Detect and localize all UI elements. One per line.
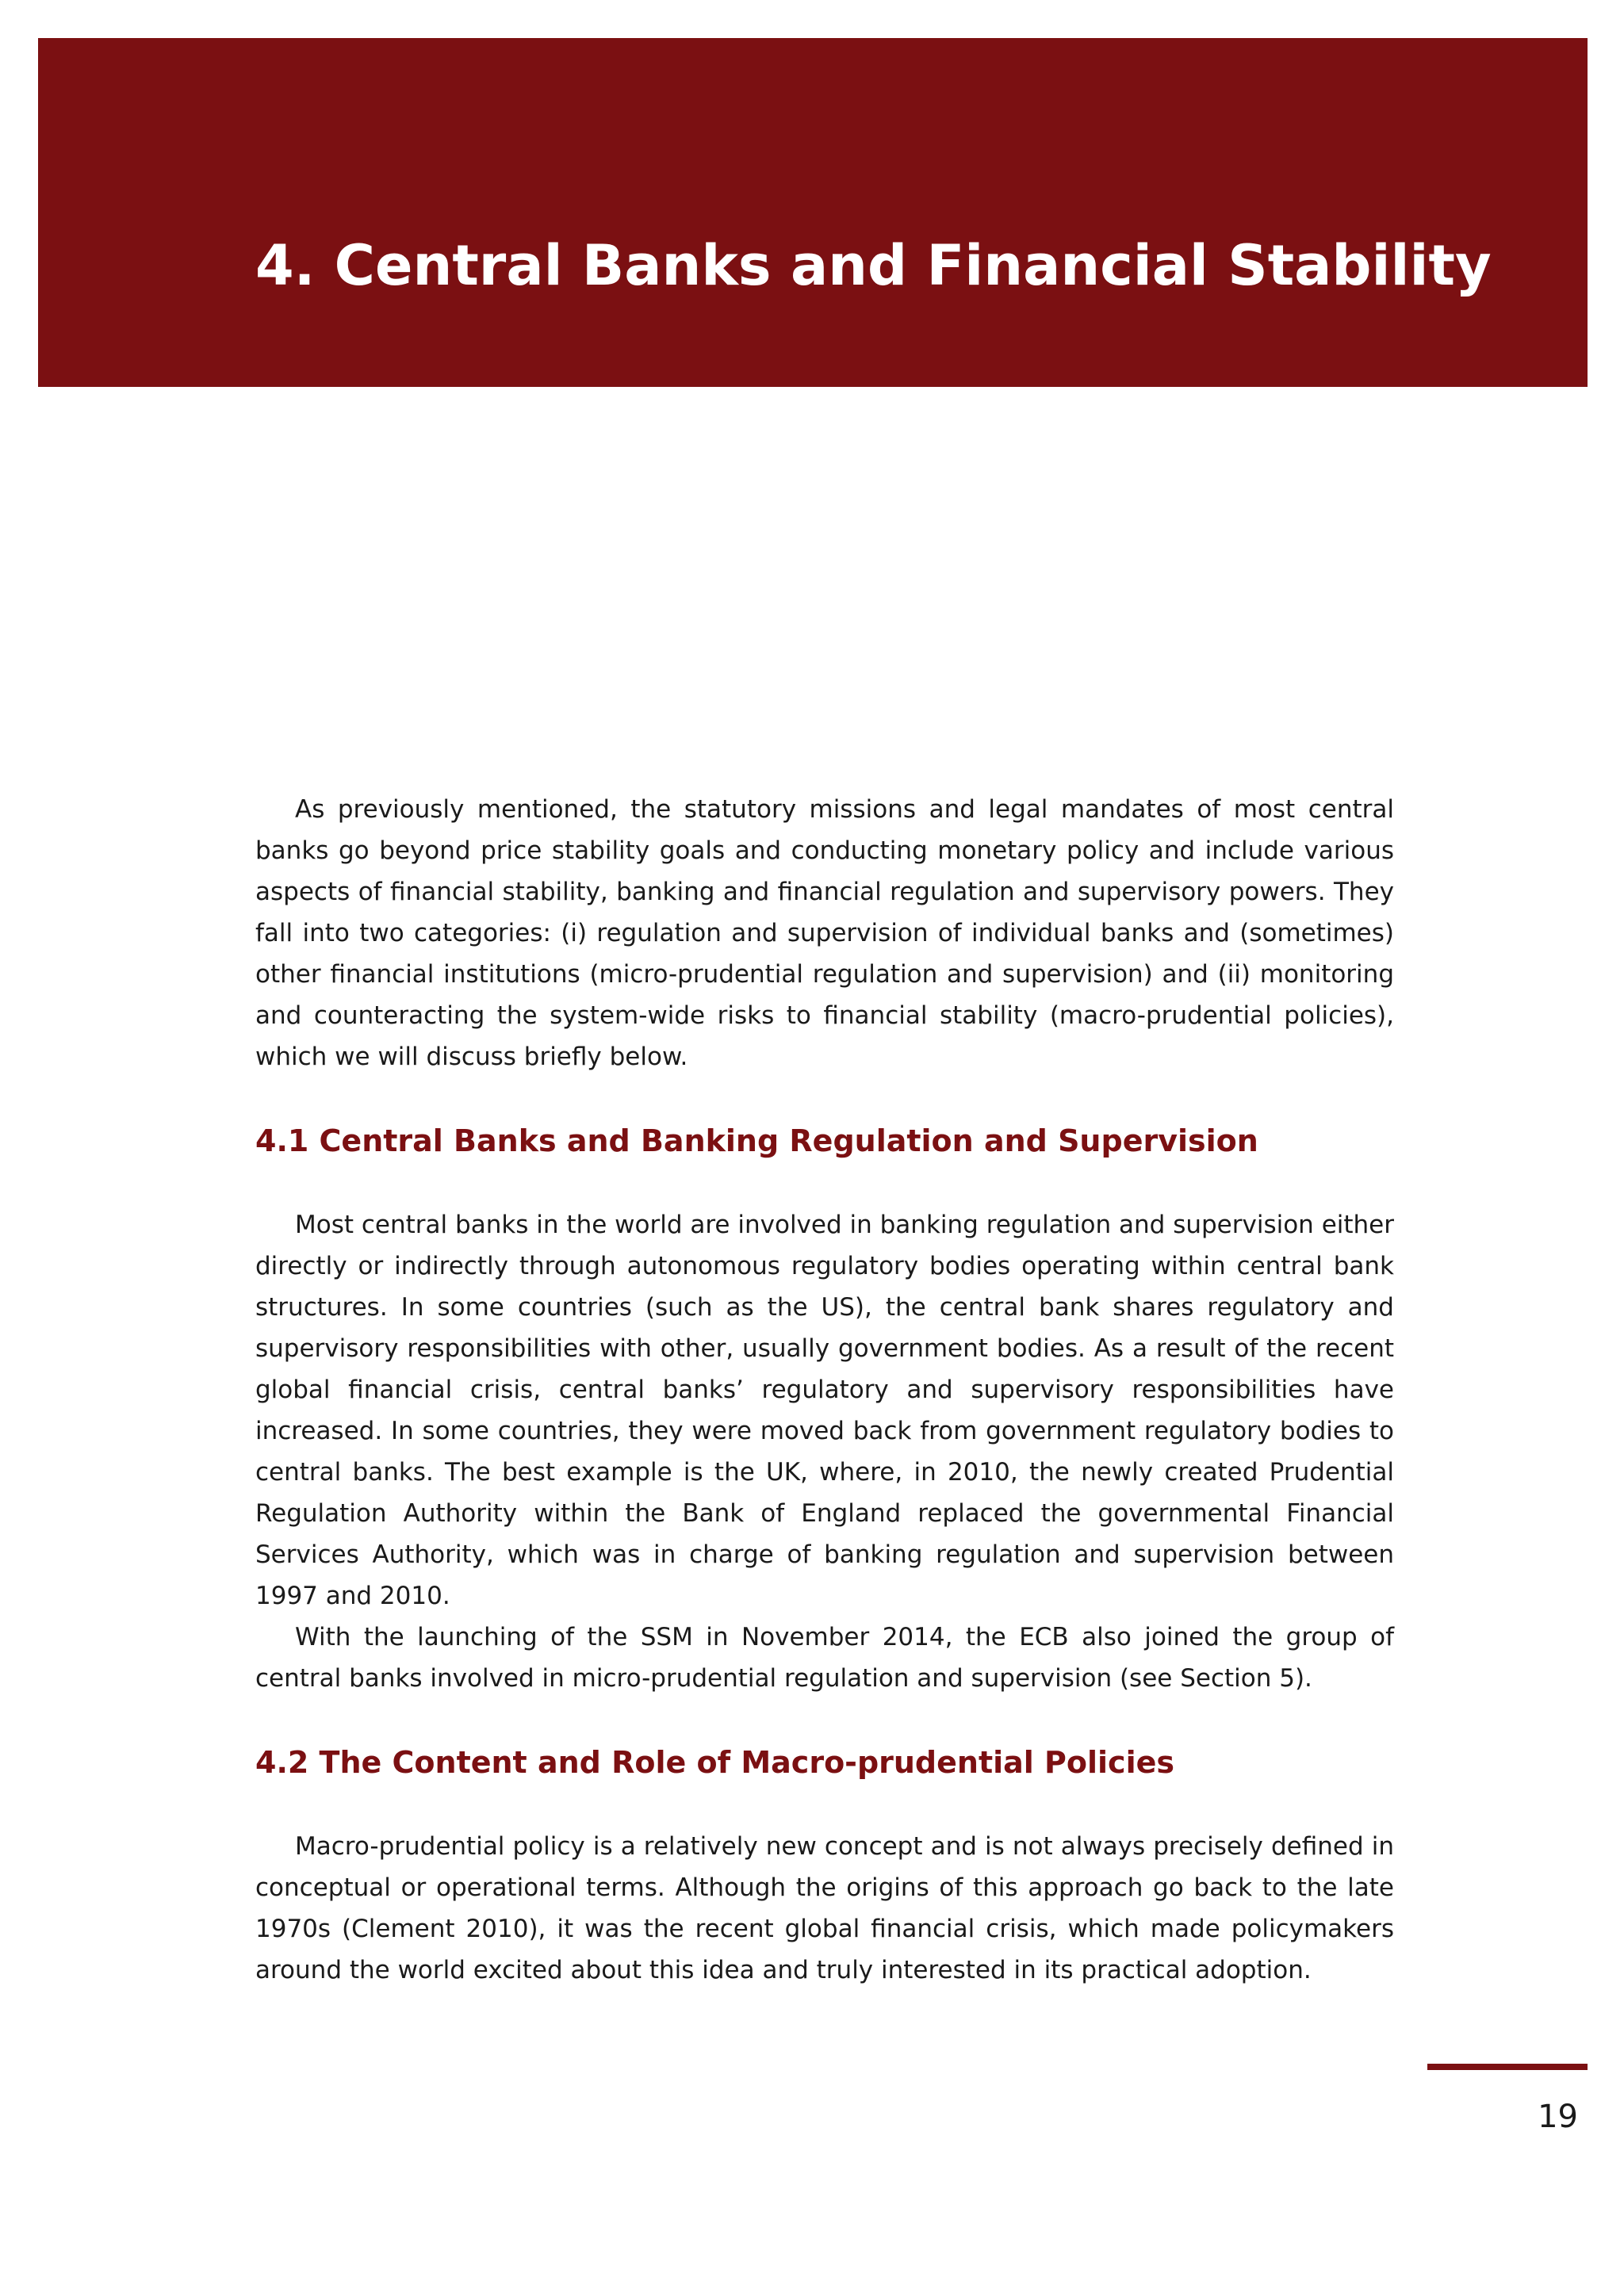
section-4-1-paragraph-2: With the launching of the SSM in November 2014, the ECB also joined the group of central banks involved in micro-prudential regulation and supervision (see Section 5). (255, 1623, 1394, 1693)
section-heading-4-2: 4.2 The Content and Role of Macro-prudential Policies (255, 1745, 1174, 1780)
footer-rule (1427, 2064, 1588, 2070)
section-heading-4-1: 4.1 Central Banks and Banking Regulation and Supervision (255, 1123, 1258, 1158)
chapter-header-band (38, 38, 1588, 387)
section-4-1-paragraph-1: Most central banks in the world are involved in banking regulation and supervision either directly or indirectly through autonomous regulatory bodies operating within central bank structures. In some countries (such as the US), the central bank shares regulatory and supervisory responsibilities with other, usually government bodies. As a result of the recent global financial crisis, central banks’ regulatory and supervisory responsibilities have increased. In some countries, they were moved back from government regulatory bodies to central banks. The best example is the UK, where, in 2010, the newly created Prudential Regulation Authority within the Bank of England replaced the governmental Financial Services Authority, which was in charge of banking regulation and supervision between 1997 and 2010. (255, 1211, 1394, 1610)
intro-paragraph: As previously mentioned, the statutory missions and legal mandates of most central banks go beyond price stability goals and conducting monetary policy and include various aspects of financial stability, banking and financial regulation and supervisory powers. They fall into two categories: (i) regulation and supervision of individual banks and (sometimes) other financial institutions (micro-prudential regulation and supervision) and (ii) monitoring and counteracting the system-wide risks to financial stability (macro-prudential policies), which we will discuss briefly below. (255, 795, 1394, 1071)
section-4-2-paragraph-1: Macro-prudential policy is a relatively new concept and is not always precisely defined in conceptual or operational terms. Although the origins of this approach go back to the late 1970s (Clement 2010), it was the recent global financial crisis, which made policymakers around the world excited about this idea and truly interested in its practical adoption. (255, 1832, 1394, 1984)
page-body (255, 789, 1394, 1991)
page-number: 19 (1538, 2099, 1578, 2135)
chapter-title: 4. Central Banks and Financial Stability (255, 233, 1492, 298)
